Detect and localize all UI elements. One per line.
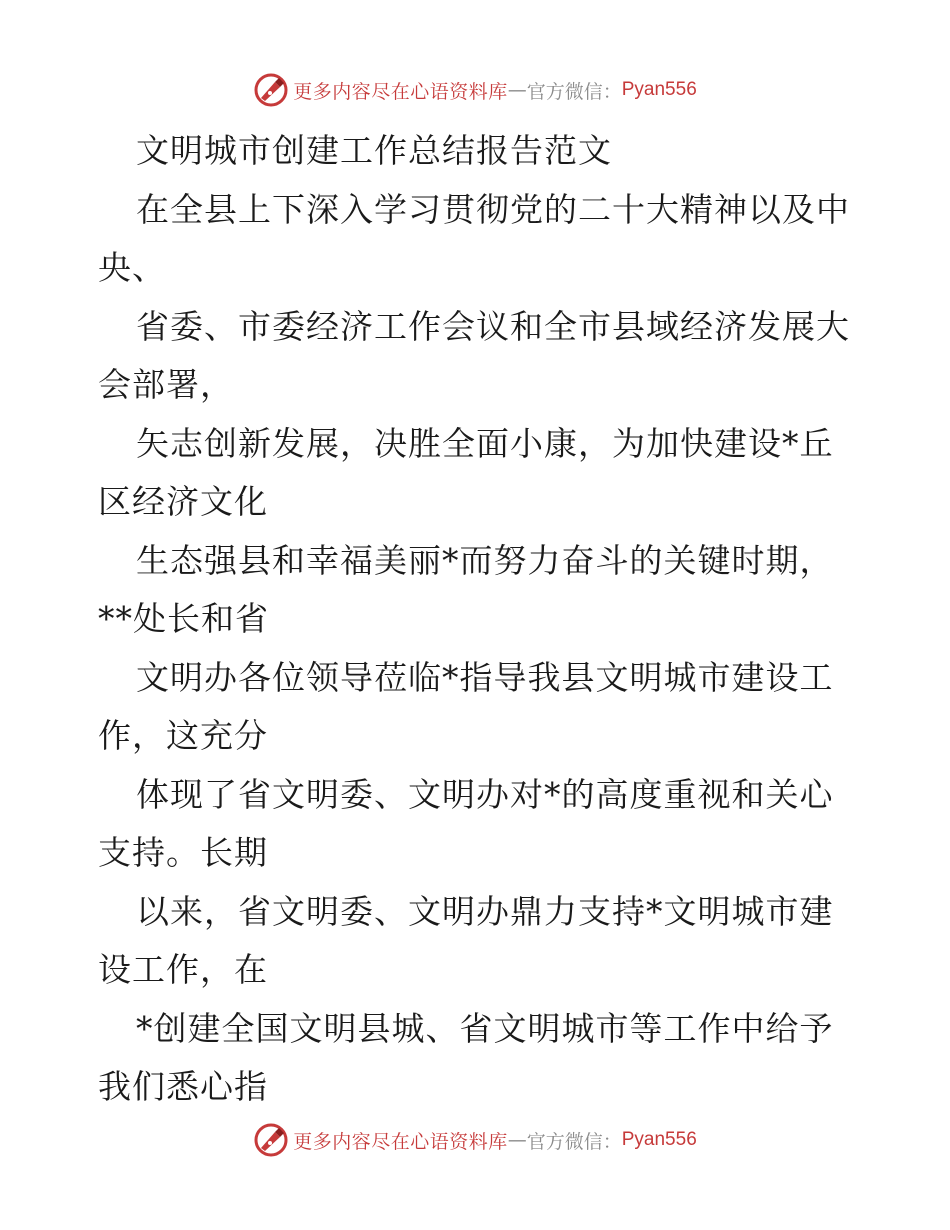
watermark-dash: —: [507, 1129, 527, 1151]
text-line: 生态强县和幸福美丽*而努力奋斗的关键时期，: [136, 540, 834, 580]
text-line: **处长和省: [98, 599, 269, 638]
text-line: 设工作，在: [98, 950, 268, 989]
text-line: *创建全国文明县城、省文明城市等工作中给予: [136, 1008, 834, 1048]
text-line: 支持。长期: [98, 833, 268, 872]
watermark-main-text: 更多内容尽在心语资料库: [293, 1130, 508, 1153]
watermark-dash: —: [507, 79, 527, 101]
header-watermark: [0, 70, 950, 110]
text-line: 以来，省文明委、文明办鼎力支持*文明城市建: [136, 891, 834, 931]
watermark-main-text: 更多内容尽在心语资料库: [293, 80, 508, 103]
fountain-pen-nib-icon: [253, 72, 289, 108]
text-line: 矢志创新发展，决胜全面小康，为加快建设*丘: [136, 423, 834, 463]
document-body: [98, 122, 858, 1117]
document-title: 文明城市创建工作总结报告范文: [136, 131, 612, 170]
text-line: 省委、市委经济工作会议和全市县域经济发展大: [136, 306, 850, 346]
watermark-wechat-id: Pyan556: [621, 1129, 697, 1150]
text-line: 区经济文化: [98, 482, 268, 521]
text-line: 在全县上下深入学习贯彻党的二十大精神以及中: [136, 189, 850, 229]
text-line: 作，这充分: [98, 716, 268, 755]
text-line: 会部署，: [98, 365, 234, 404]
text-line: 体现了省文明委、文明办对*的高度重视和关心: [136, 774, 834, 814]
text-line: 我们悉心指: [98, 1067, 268, 1106]
text-line: 央、: [98, 248, 166, 287]
text-line: 文明办各位领导莅临*指导我县文明城市建设工: [136, 657, 834, 697]
footer-watermark: [0, 1120, 950, 1160]
watermark-wechat-id: Pyan556: [621, 79, 697, 100]
fountain-pen-nib-icon: [253, 1122, 289, 1158]
watermark-wechat-label: 官方微信：: [526, 1130, 622, 1153]
watermark-wechat-label: 官方微信：: [526, 80, 622, 103]
